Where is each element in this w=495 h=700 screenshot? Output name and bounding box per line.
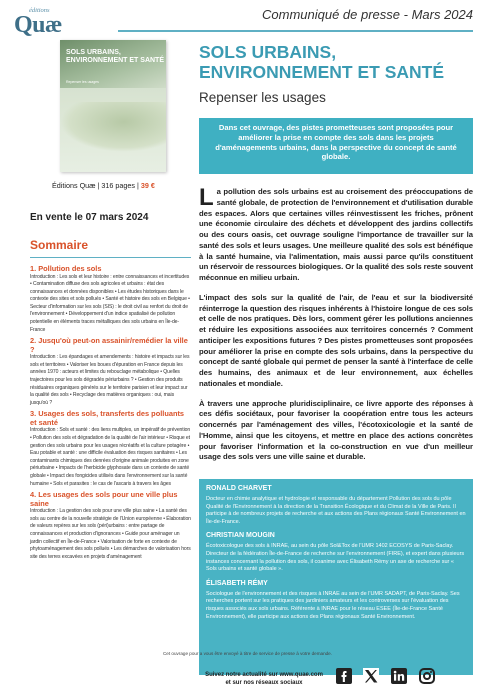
sommaire-heading: Sommaire (30, 238, 89, 252)
book-cover-image (60, 40, 166, 172)
document-header-title: Communiqué de presse - Mars 2024 (262, 7, 473, 22)
x-icon[interactable] (363, 668, 379, 684)
logo-editions-text: éditions (29, 7, 50, 14)
publisher-label: Éditions Quæ (52, 181, 96, 190)
toc-section-text: Introduction : La gestion des sols pour une ville plus saine • La santé des sols au centre de la nouvelle stratégie de l'Union européenne • Élaboration de valeurs repères sur les sols (péri)urbains : entre partage de connaissances et production d'ignorances • Guide pour aménager un jardin collectif en Île-de-France • Valorisation de forte en contexte de phytoaménagement des sols pollués • Les démarches de valorisation hors site des terres excavées en projets d'aménagement (30, 508, 191, 560)
logo-quae-text: Quæ (14, 12, 62, 38)
author-bio: Sociologue de l'environnement et des risques à INRAE au sein de l'UMR SADAPT, de Paris-Saclay. Ses recherches portent sur les pratiques des jardiniers amateurs et les controverses sur l'évaluation des risques associés aux sols urbains. Référente à INRAE pour le réseau ESEE (Île-de-France Santé Environnement), elle participe aux actions des Plans régionaux Santé Environnement. (206, 590, 460, 620)
author-name: CHRISTIAN MOUGIN (206, 532, 275, 540)
author-name: RONALD CHARVET (206, 485, 272, 492)
toc-section-text: Introduction : Les épandages et amendements : histoire et impacts sur les sols et territoires • Valoriser les boues d'épuration en France depuis les années 1970 : acteurs et limites du rebouclage métabolique • Quelles trajectoires pour les sols dégradés périurbains ? • Gestion des produits résiduaires organiques générés sur le territoire parisien et leur impact sur la qualité des sols • Recyclage des matières organiques : oui, mais jusqu'où ? (30, 354, 190, 406)
instagram-icon[interactable] (419, 668, 435, 684)
book-title (199, 42, 444, 82)
toc-section-title: 1. Pollution des sols (30, 264, 102, 273)
table-of-contents (30, 262, 191, 561)
cover-illustration (60, 102, 166, 152)
book-price: 39 € (140, 181, 155, 190)
sommaire-divider (30, 257, 191, 258)
quae-logo[interactable] (14, 7, 74, 41)
book-details-caption (52, 181, 155, 190)
summary-text: Dans cet ouvrage, des pistes prometteuses sont proposées pour améliorer la prise en compte des sols dans les projets d'aménagements urbains, dans la perspective du concept de santé globale. (215, 123, 457, 162)
authors-box (199, 479, 473, 675)
toc-section-text: Introduction : Les sols et leur histoire : entre connaissances et incertitudes • Contamination diffuse des sols agricoles et urbains : état des connaissances et données disponibles • Les études historiques dans le contexte des sites et sols pollués • Santé et histoire des sols en Belgique • Secteur d'information sur les sols (SIS) : le droit civil au renfort du droit de l'environnement • Développement d'un indice spatialisé de pollution potentielle en éléments traces métalliques des sols urbains en Île-de-France (30, 273, 190, 333)
follow-us-line-2: et sur nos réseaux sociaux (225, 680, 303, 686)
author-bio: Docteur en chimie analytique et hydrologie et responsable du département Pollution des sols du pôle Qualité de l'Environnement à la direction de la Transition Écologique et du Climat de la Ville de Paris. Il participe à de nombreux projets de recherche et aux actions des Plans régionaux Santé Environnement en Île-de-France. (206, 496, 466, 525)
summary-box (199, 118, 473, 174)
book-subtitle: Repenser les usages (199, 90, 326, 105)
toc-section-title: 3. Usages des sols, transferts des polluants et santé (30, 409, 185, 427)
follow-us-text (189, 671, 339, 687)
book-title-line-1: SOLS URBAINS, (199, 42, 337, 62)
author-entry (206, 579, 466, 621)
body-paragraph-1: La pollution des sols urbains est au croisement des préoccupations de santé globale, de protection de l'environnement et d'utilisation durable des espaces. Alors que certaines villes réinvestissent les friches, prônent une économie circulaire des déchets et développent des jardins collectifs ou des cours oasis, cet ouvrage souligne l'importance de travailler sur la santé des sols et leurs usages. Une meilleure qualité des sols est bénéfique à la santé humaine, via l'alimentation, mais aussi parce qu'ils constituent un réservoir de ressources biologiques. Or la qualité des sols reste souvent méconnue en milieu urbain. (199, 184, 473, 282)
author-entry (206, 531, 466, 573)
body-paragraph-2: L'impact des sols sur la qualité de l'air, de l'eau et sur la biodiversité réinterroge la question des risques inhérents à l'histoire longue de ces sols et celle de nos pratiques. Dès lors, comment gérer les pollutions anciennes et réduire les expositions associées aux territoires concernés ? Comment anticiper les expositions futures ? Des pistes prometteuses sont proposées pour améliorer la prise en compte des sols urbains, dans la perspective du concept de santé globale qui permet de penser la santé à l'interface de celle des humains, des animaux et de leur environnement, aux échelles nationales et mondiale. (199, 292, 473, 388)
caption-separator: | (97, 181, 100, 190)
author-entry (206, 484, 466, 526)
release-date: En vente le 07 mars 2024 (30, 212, 149, 223)
facebook-icon[interactable] (336, 668, 352, 684)
author-name: ÉLISABETH RÉMY (206, 579, 268, 587)
toc-section-title: 4. Les usages des sols pour une ville plus saine (30, 490, 178, 508)
header-divider (118, 30, 473, 32)
follow-us-line-1[interactable]: Suivez notre actualité sur www.quae.com (205, 672, 323, 678)
footer-note: Cet ouvrage pour a vous être envoyé à titre de service de presse à votre demande. (162, 651, 333, 656)
author-bio: Écotoxicologue des sols à INRAE, au sein du pôle Sol&Tox de l'UMR 1402 ECOSYS de Paris-Saclay. Directeur de la fédération Île-de-France de recherche sur l'environnement (FIRE), et expert dans plusieurs instances concernant la pollution des sols, il coanime avec Élisabeth Rémy un axe de recherche sur « Sols urbains et santé globale ». (206, 543, 465, 573)
cover-subtitle: Repenser les usages (66, 80, 99, 84)
toc-section-title: 2. Jusqu'où peut-on assainir/remédier la ville ? (30, 336, 188, 354)
cover-title: SOLS URBAINS, ENVIRONNEMENT ET SANTÉ (66, 49, 165, 64)
book-title-line-2: ENVIRONNEMENT ET SANTÉ (199, 62, 445, 82)
toc-section-text: Introduction : Sols et santé : des liens multiples, un impératif de prévention • Pollution des sols et dégradation de la qualité de l'air intérieur • Risque et gestion des sols urbains pour les usages récréatifs et la culture potagère • Eau potable et santé : une difficile évaluation des risques sanitaires • Les contaminants chimiques des denrées d'origine animale produites en zone périurbaine • Impacts de l'herbicide glyphosate dans un contexte de santé globale • Impact des fongicides utilisés dans l'environnement sur la santé humaine • Sols et parasites : le cas de l'ascaris à travers les âges (30, 427, 191, 487)
body-text (199, 184, 473, 472)
caption-separator: | (137, 181, 139, 190)
linkedin-icon[interactable] (391, 668, 407, 684)
page-count: 316 pages (101, 181, 135, 190)
body-paragraph-3: À travers une approche pluridisciplinaire, ce livre apporte des réponses à ces défis sociétaux, pour favoriser la coopération entre tous les acteurs concernés par l'aménagement des villes, l'écotoxicologie et la santé de l'Homme, ainsi que les citoyens, et mettre en place des actions concrètes pour favoriser l'information et la co-construction en vue d'un meilleur usage des sols vers une ville saine et durable. (199, 398, 473, 462)
